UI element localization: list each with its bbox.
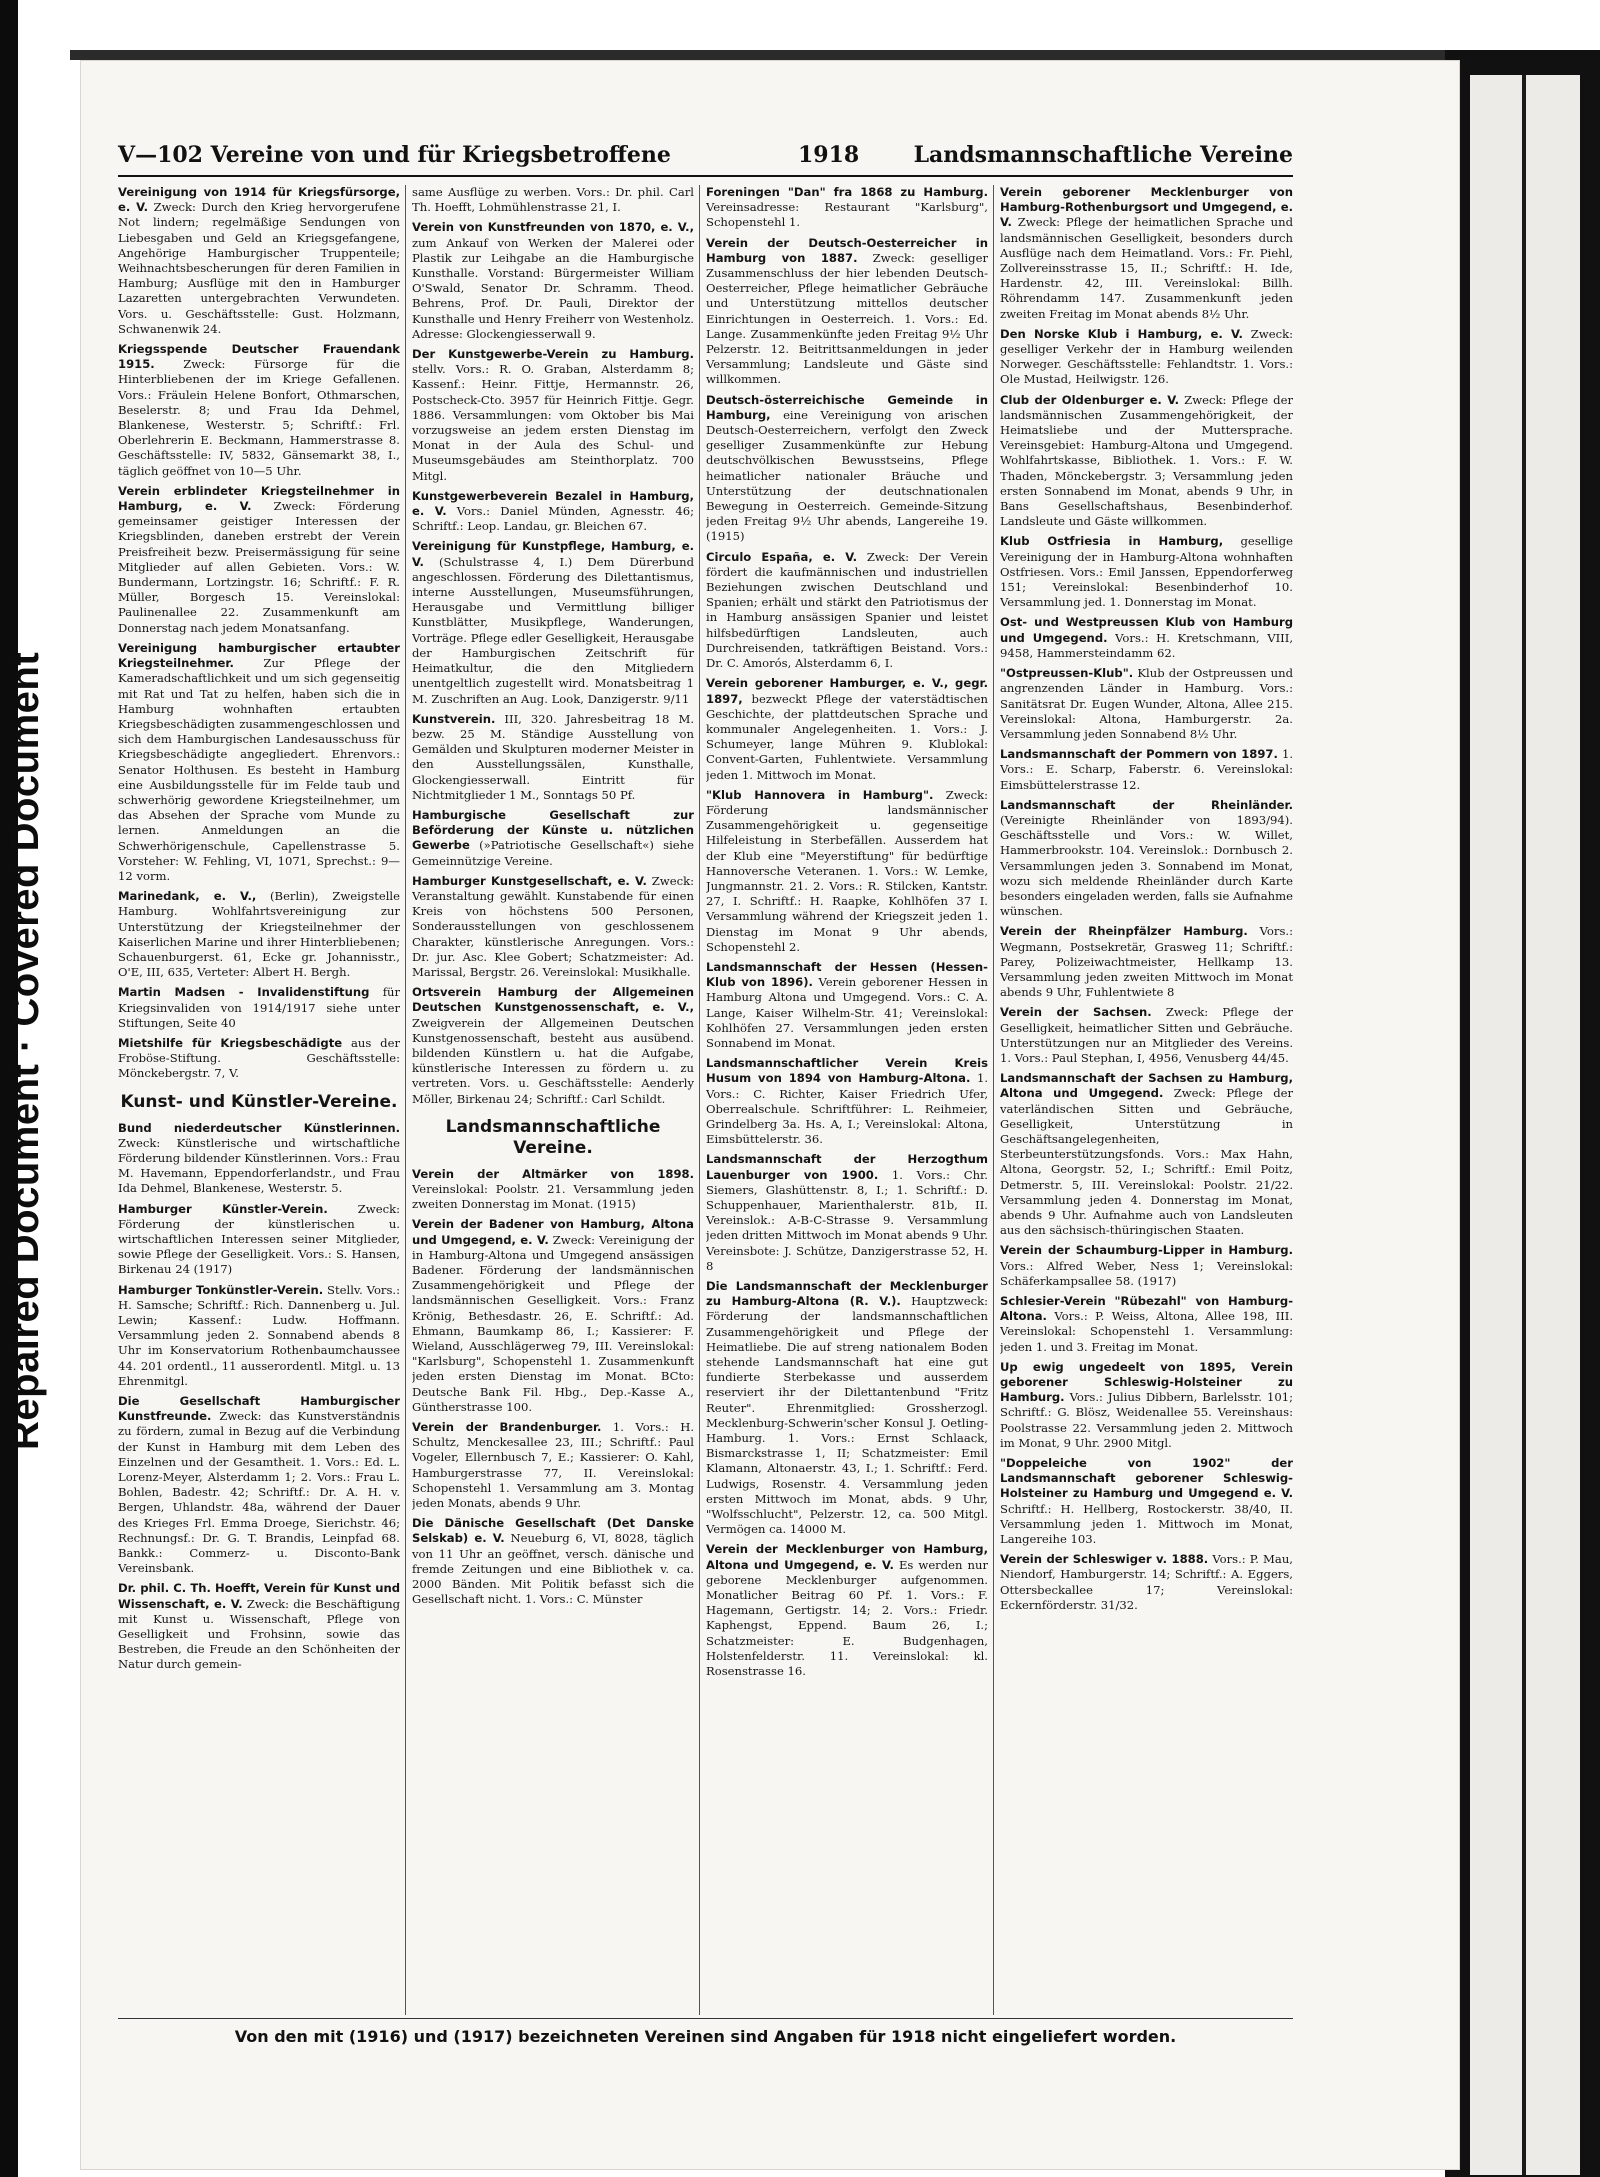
association-name: Die Dänische Gesellschaft (Det Danske Selskab) e. V. [412,1516,694,1546]
association-details: Zweck: Der Verein fördert die kaufmännischen und industriellen Beziehungen zwischen Deutschland und Spanien; erhält und stärkt den Patriotismus der in Hamburg ansässigen Spanier und leistet hilfsbedürftigen Landsleuten, auch Durchreisenden, tatkräftigen Beistand. Vors.: Dr. C. Amorós, Alsterdamm 6, I. [706,549,988,671]
association-details: Zweck: Pflege der Geselligkeit, heimatlicher Sitten und Gebräuche. Unterstützungen nur an Mitglieder des Vereins. 1. Vors.: Paul Stephan, I, 4956, Venusberg 44/45. [1000,1005,1293,1065]
association-details: Vors.: Alfred Weber, Ness 1; Vereinslokal: Schäferkampsallee 58. (1917) [1000,1258,1293,1288]
association-entry [706,960,988,1051]
association-details: gesellige Vereinigung der in Hamburg-Altona wohnhaften Ostfriesen. Vors.: Emil Janssen, Eppendorferweg 151; Vereinslokal: Besenbinderhof 10. Versammlung jed. 1. Donnerstag im Monat. [1000,534,1293,610]
column-3 [706,185,988,2015]
association-details: Vereinsadresse: Restaurant "Karlsburg", Schopenstehl 1. [706,200,988,230]
association-details: Zweck: Förderung der künstlerischen u. wirtschaftlichen Interessen seiner Mitglieder, sowie Pflege der Geselligkeit. Vors.: S. Hansen, Birkenau 24 (1917) [118,1201,400,1277]
association-name: Verein von Kunstfreunden von 1870, e. V., [412,220,694,235]
association-entry [706,393,988,545]
association-details: Zweck: Pflege der vaterländischen Sitten und Gebräuche, Geselligkeit, Unterstützung in Geschäftsangelegenheiten, Sterbeunterstützungsfonds. Vors.: Max Hahn, Altona, Georgstr. 52, I.; Schriftf.: Emil Poitz, Detmerstr. 5, III. Vereinslokal: Poolstr. 21/22. Versammlung jeden 4. Donnerstag im Monat, abends 9 Uhr. Aufnahme auch von Landsleuten aus den sächsisch-thüringischen Staaten. [1000,1086,1293,1238]
association-entry [412,220,694,342]
column-1 [118,185,400,2015]
association-entry [412,712,694,803]
association-details: Klub der Ostpreussen und angrenzenden Länder in Hamburg. Vors.: Sanitätsrat Dr. Eugen Wunder, Altona, Allee 215. Vereinslokal: Altona, Hamburgerstr. 2a. Versammlung jeden Sonnabend 8½ Uhr. [1000,666,1293,741]
association-details: Zweck: Fürsorge für die Hinterbliebenen der im Kriege Gefallenen. Vors.: Fräulein Helene Bonfort, Othmarschen, Beselerstr. 8; und Frau Ida Dehmel, Blankenese, Westerstr. 5; Schriftf.: Frl. Oberlehrerin E. Beckmann, Hammerstrasse 8. Geschäftsstelle: IV, 5832, Gänsemarkt 38, I., täglich geöffnet von 10—5 Uhr. [118,357,400,478]
association-details: (Vereinigte Rheinländer von 1893/94). Geschäftsstelle und Vors.: W. Willet, Hammerbrookstr. 104. Vereinslok.: Dornbusch 2. Versammlungen jeden 3. Sonnabend im Monat, wozu sich meldende Rheinländer durch Karte besonders eingeladen werden, falls sie Aufnahme wünschen. [1000,812,1293,919]
association-entry [706,550,988,672]
association-entry [118,1394,400,1576]
association-name: Landsmannschaft der Hessen (Hessen-Klub von 1896). [706,959,988,990]
association-details: Zweck: geselliger Zusammenschluss der hier lebenden Deutsch-Oesterreicher, Pflege heimatlicher Gebräuche und Unterstützung mittellos deutscher Einrichtungen in Oesterreich. 1. Vors.: Ed. Lange. Zusammenkünfte jeden Freitag 9½ Uhr Pelzerstr. 12. Beitrittsanmeldungen in jeder Versammlung; Landsleute und Gäste sind willkommen. [706,250,988,387]
association-details: (Schulstrasse 4, I.) Dem Dürerbund angeschlossen. Förderung des Dilettantismus, interne Ausstellungen, Museumsführungen, Herausgabe und Vermittlung billiger Kunstblätter, Musikpflege, Wanderungen, Vorträge. Pflege edler Geselligkeit, Herausgabe der Hamburgischen Zeitschrift für Heimatkultur, die den Mitgliedern unentgeltlich zugestellt wird. Monatsbeitrag 1 M. Zuschriften an Aug. Look, Danzigerstr. 9/11 [412,554,694,706]
association-entry [1000,924,1293,1000]
header-rule [118,175,1293,177]
association-entry [118,342,400,479]
association-details: Zweck: Pflege der landsmännischen Zusammengehörigkeit, der Heimatsliebe und der Muttersprache. Vereinsgebiet: Hamburg-Altona und Umgegend. Wohlfahrtskasse, Bibliothek. 1. Vors.: F. W. Thaden, Mönckebergstr. 3; Versammlung jeden ersten Sonnabend im Monat, abends 9 Uhr, in Bans Gesellschaftshaus, Besenbinderhof. Landsleute und Gäste willkommen. [1000,392,1293,529]
association-name: Den Norske Klub i Hamburg, e. V. [1000,326,1243,341]
association-entry [1000,1456,1293,1547]
association-entry [1000,1005,1293,1066]
section-heading-landsmannschaft: Landsmannschaftliche Vereine. [445,1116,661,1158]
association-entry [1000,1360,1293,1451]
association-name: Up ewig ungedeelt von 1895, Verein geborener Schleswig-Holsteiner zu Hamburg. [1000,1359,1293,1405]
association-entry [1000,1294,1293,1355]
footer-rule [118,2018,1293,2019]
association-name: Kriegsspende Deutscher Frauendank 1915. [118,342,400,372]
scan-top-edge [70,50,1600,60]
header-left: V—102 Vereine von und für Kriegsbetroffene [118,142,671,168]
association-details: 1. Vors.: C. Richter, Kaiser Friedrich Ufer, Oberrealschule. Schriftführer: L. Reihmeier, Grindelberg 3a. Hs. A, I.; Vereinslokal: Altona, Eimsbüttelerstr. 36. [706,1071,988,1147]
header-right: Landsmannschaftliche Vereine [913,142,1293,168]
association-entry [118,985,400,1031]
association-details: Zweck: Pflege der heimatlichen Sprache und landsmännischen Geselligkeit, besonders durch Ausflüge nach dem Heimatland. Vors.: Fr. Piehl, Zollvereinsstrasse 15, II.; Schriftf.: H. Ide, Hardenstr. 42, III. Vereinslokal: Billh. Röhrendamm 147. Zusammenkunft jeden zweiten Freitag im Monat abends 8½ Uhr. [1000,215,1293,321]
association-details: Vors.: Julius Dibbern, Barlelsstr. 101; Schriftf.: G. Blösz, Weidenallee 55. Vereinshaus: Poolstrasse 22. Versammlung jeden 2. Mittwoch im Monat, 9 Uhr. 2900 Mitgl. [1000,1390,1293,1450]
association-details: Zweck: Förderung landsmännischer Zusammengehörigkeit u. gegenseitige Hilfeleistung in Sterbefällen. Ausserdem hat der Klub eine "Meyerstiftung" für bedürftige Hannoversche Veteranen. 1. Vors.: W. Lemke, Jungmannstr. 21. 2. Vors.: R. Stilcken, Kantstr. 27, I. Schriftf.: H. Raapke, Kohlhöfen 37 I. Versammlung während der Kriegszeit jeden 1. Dienstag im Monat 9 Uhr abends, Schopenstehl 2. [706,787,988,954]
association-details: Stellv. Vors.: H. Samsche; Schriftf.: Rich. Dannenberg u. Jul. Lewin; Kassenf.: Ludw. Hoffmann. Versammlung jeden 2. Sonnabend abends 8 Uhr im Konservatorium Rothenbaumchaussee 44. 201 ordentl., 11 ausserordentl. Mitgl. u. 13 Ehrenmitgl. [118,1282,400,1388]
association-entry [412,985,694,1107]
association-name: Vereinigung hamburgischer ertaubter Kriegsteilnehmer. [118,640,400,671]
association-entry [706,1279,988,1537]
association-details: Zweck: Künstlerische und wirtschaftliche Förderung bildender Künstlerinnen. Vors.: Frau M. Havemann, Eppendorferlandstr., und Frau Ida Dehmel, Blankenese, Westerstr. 5. [118,1135,400,1196]
association-name: Kunstverein. [412,711,496,726]
association-name: Vereinigung für Kunstpflege, Hamburg, e. V. [412,539,694,569]
association-name: Ortsverein Hamburg der Allgemeinen Deutschen Kunstgenossenschaft, e. V., [412,985,694,1015]
association-details: Neueburg 6, VI, 8028, täglich von 11 Uhr an geöffnet, versch. dänische und fremde Zeitungen und eine Bibliothek v. ca. 2000 Bänden. Mit Politik befasst sich die Gesellschaft nicht. 1. Vors.: C. Münster [412,1531,694,1607]
association-name: Landsmannschaft der Sachsen zu Hamburg, Altona und Umgegend. [1000,1071,1293,1101]
association-details: Zweck: Veranstaltung gewählt. Kunstabende für einen Kreis von höchstens 500 Personen, Sonderausstellungen von geschlossenem Charakter, künstlerische Anregungen. Vors.: Dr. jur. Asc. Klee Gobert; Schatzmeister: Ad. Marissal, Bergstr. 26. Vereinslokal: Musikhalle. [412,873,694,979]
association-entry [118,1283,400,1389]
association-entry [1000,327,1293,388]
association-details: Vors.: P. Mau, Niendorf, Hamburgerstr. 14; Schriftf.: A. Eggers, Ottersbeckallee 17; Vereinslokal: Eckernförderstr. 31/32. [1000,1552,1293,1612]
association-details: Zweck: Vereinigung der in Hamburg-Altona und Umgegend ansässigen Badener. Förderung der landsmännischen Zusammengehörigkeit und Pflege der landsmännischen Geselligkeit. Vors.: Franz Krönig, Bethesdastr. 26, E. Schriftf.: Ad. Ehmann, Baumkamp 86, I.; Kassierer: F. Wieland, Ausschlägerweg 79, III. Vereinslokal: "Karlsburg", Schopenstehl 1. Zusammenkunft jeden ersten Dienstag im Monat. BCto: Deutsche Bank Fil. Hbg., Dep.-Kasse A., Güntherstrasse 100. [412,1232,694,1414]
association-name: "Klub Hannovera in Hamburg". [706,787,934,802]
association-details: Vors.: H. Kretschmann, VIII, 9458, Hammersteindamm 62. [1000,630,1293,660]
association-entry [412,347,694,484]
association-name: Die Gesellschaft Hamburgischer Kunstfreunde. [118,1394,400,1424]
association-entry [1000,1243,1293,1289]
association-name: Verein der Schleswiger v. 1888. [1000,1552,1209,1567]
association-name: Circulo España, e. V. [706,549,858,564]
association-details: Vereinslokal: Poolstr. 21. Versammlung jeden zweiten Donnerstag im Monat. (1915) [412,1181,694,1212]
association-entry [412,1167,694,1213]
association-entry [706,185,988,231]
association-details: Zur Pflege der Kameradschaftlichkeit und um sich gegenseitig mit Rat und Tat zu helfen, haben sich die in Hamburg wohnhaften ertaubten Kriegsbeschädigten zusammengeschlossen und sich dem Hamburgischen Landesausschuss für Kriegsbeschädigte angegliedert. Ehrenvors.: Senator Holthusen. Es besteht in Hamburg eine Ausbildungsstelle für im Felde taub und schwerhörig gewordene Kriegsteilnehmer, um das Absehen der Sprache vom Munde zu lernen. Anmeldungen an die Schwerhörigenschule, Capellenstrasse 5. Vorsteher: W. Fehling, VI, 1071, Sprechst.: 9—12 vorm. [118,656,400,883]
association-entry [118,1036,400,1082]
association-details: bezweckt Pflege der vaterstädtischen Geschichte, der plattdeutschen Sprache und kommunaler Angelegenheiten. 1. Vors.: J. Schumeyer, lange Mühren 9. Klublokal: Convent-Garten, Fuhlentwiete. Versammlung jeden 1. Mittwoch im Monat. [706,691,988,782]
section-heading-kunst: Kunst- und Künstler-Vereine. [120,1091,398,1112]
sidebar-stamp-text: Repaired Document · Covered Document [3,651,47,1450]
association-entry [1000,615,1293,661]
association-entry [1000,798,1293,920]
association-entry [1000,747,1293,793]
association-name: Verein erblindeter Kriegsteilnehmer in Hamburg, e. V. [118,483,400,514]
association-entry [412,1217,694,1415]
association-details: für Kriegsinvaliden von 1914/1917 siehe unter Stiftungen, Seite 40 [118,985,400,1030]
association-details: (Berlin), Zweigstelle Hamburg. Wohlfahrtsvereinigung zur Unterstützung der Kriegsteilnehmer der Kaiserlichen Marine und ihrer Hinterbliebenen; Schauenburgerst. 61, Ecke gr. Johannisstr., O'E, III, 635, Verteter: Albert H. Bergh. [118,889,400,980]
association-entry [118,1202,400,1278]
association-name: Vereinigung von 1914 für Kriegsfürsorge, e. V. [118,185,400,215]
association-name: Der Kunstgewerbe-Verein zu Hamburg. [412,347,694,362]
association-details: 1. Vors.: E. Scharp, Faberstr. 6. Vereinslokal: Eimsbüttelerstrasse 12. [1000,747,1293,792]
association-entry [118,889,400,980]
association-name: Dr. phil. C. Th. Hoefft, Verein für Kunst und Wissenschaft, e. V. [118,1581,400,1611]
column-4 [1000,185,1293,2015]
association-name: Hamburger Künstler-Verein. [118,1201,328,1216]
association-details: III, 320. Jahresbeitrag 18 M. bezw. 25 M. Ständige Ausstellung von Gemälden und Skulpturen moderner Meister in den Ausstellungssälen, Kunsthalle, Glockengiesserwall. Eintritt für Nichtmitglieder 1 M., Sonntags 50 Pf. [412,711,694,802]
association-name: Martin Madsen - Invalidenstiftung [118,985,370,1000]
association-name: Verein der Deutsch-Oesterreicher in Hamburg von 1887. [706,235,988,265]
association-entry [118,1121,400,1197]
association-entry [412,489,694,535]
association-entry [118,484,400,636]
column-divider [993,185,994,2015]
association-name: Verein der Badener von Hamburg, Altona und Umgegend, e. V. [412,1217,694,1247]
association-name: Klub Ostfriesia in Hamburg, [1000,534,1224,549]
association-details: Verein geborener Hessen in Hamburg Altona und Umgegend. Vors.: C. A. Lange, Kaiser Wilhelm-Str. 41; Vereinslokal: Kohlhöfen 27. Versammlungen jeden ersten Sonnabend im Monat. [706,975,988,1050]
association-entry [706,788,988,955]
association-details: aus der Froböse-Stiftung. Geschäftsstelle: Mönckebergstr. 7, V. [118,1035,400,1081]
header-year: 1918 [798,142,860,168]
page-header [118,138,1293,174]
association-details: zum Ankauf von Werken der Malerei oder Plastik zur Leihgabe an die Hamburgische Kunsthalle. Vorstand: Bürgermeister William O'Swald, Senator Dr. Schramm. Theod. Behrens, Prof. Dr. Pauli, Direktor der Kunsthalle und Henry Freiherr von Westenholz. Adresse: Glockengiesserwall 9. [412,235,694,341]
association-name: "Doppeleiche von 1902" der Landsmannschaft geborener Schleswig-Holsteiner zu Hamburg und Umgegend e. V. [1000,1456,1293,1501]
association-entry [412,1420,694,1511]
association-name: Hamburger Kunstgesellschaft, e. V. [412,873,647,888]
association-name: Verein der Altmärker von 1898. [412,1166,694,1181]
association-name: Verein der Brandenburger. [412,1420,602,1435]
association-name: Bund niederdeutscher Künstlerinnen. [118,1120,400,1135]
association-entry [118,185,400,337]
association-name: Die Landsmannschaft der Mecklenburger zu Hamburg-Altona (R. V.). [706,1279,988,1309]
association-details: Vors.: P. Weiss, Altona, Allee 198, III. Vereinslokal: Schopenstehl 1. Versammlung: jeden 1. und 3. Freitag im Monat. [1000,1309,1293,1354]
adjacent-page-fold [1522,75,1526,2175]
association-details: (»Patriotische Gesellschaft«) siehe Gemeinnützige Vereine. [412,838,694,868]
association-name: Schlesier-Verein "Rübezahl" von Hamburg-Altona. [1000,1294,1293,1324]
association-entry [118,1581,400,1672]
column-divider [405,185,406,2015]
association-details: stellv. Vors.: R. O. Graban, Alsterdamm 8; Kassenf.: Heinr. Fittje, Hermannstr. 26, Postscheck-Cto. 3957 für Heinrich Fittje. Gegr. 1886. Versammlungen: vom Oktober bis Mai vorzugsweise an jedem ersten Dienstag im Monat in der Aula des Schul- und Museumsgebäudes am Steinthorplatz. 700 Mitgl. [412,362,694,483]
association-name: "Ostpreussen-Klub". [1000,666,1134,681]
association-name: Mietshilfe für Kriegsbeschädigte [118,1035,343,1050]
association-entry [118,641,400,884]
association-name: Foreningen "Dan" fra 1868 zu Hamburg. [706,185,988,199]
footer-note: Von den mit (1916) und (1917) bezeichneten Vereinen sind Angaben für 1918 nicht eingeliefert worden. [234,2027,1177,2046]
association-details: Schriftf.: H. Hellberg, Rostockerstr. 38/40, II. Versammlung jeden 1. Mittwoch im Monat, Langereihe 103. [1000,1501,1293,1547]
association-details: Es werden nur geborene Mecklenburger aufgenommen. Monatlicher Beitrag 60 Pf. 1. Vors.: F. Hagemann, Gertigstr. 14; 2. Vors.: Friedr. Kaphengst, Eppend. Baum 26, I.; Schatzmeister: E. Budgenhagen, Holstenfelderstr. 11. Vereinslokal: kl. Rosenstrasse 16. [706,1557,988,1679]
association-details: Vors.: Wegmann, Postsekretär, Grasweg 11; Schriftf.: Parey, Polizeiwachtmeister, Hellkamp 13. Versammlung jeden zweiten Mittwoch im Monat abends 9 Uhr, Fuhlentwiete 8 [1000,924,1293,1000]
association-entry [412,539,694,706]
association-entry [1000,534,1293,610]
association-details: 1. Vors.: Chr. Siemers, Glashüttenstr. 8, I.; 1. Schriftf.: D. Schuppenhauer, Marienthalerstr. 81b, II. Vereinslok.: A-B-C-Strasse 9. Versammlung jeden dritten Mittwoch im Monat abends 9 Uhr. Vereinsbote: J. Schütze, Danzigerstrasse 52, H. 8 [706,1167,988,1273]
association-entry [412,185,694,215]
association-details: Hauptzweck: Förderung der landsmannschaftlichen Zusammengehörigkeit und Pflege der Heimatliebe. Die auf streng nationalem Boden stehende Landsmannschaft hat eine gut fundierte Sterbekasse und ausserdem reserviert ihr der Dilettantenbund "Fritz Reuter". Ehrenmitglied: Grossherzogl. Mecklenburg-Schwerin'scher Konsul J. Oetling-Hamburg. 1. Vors.: Ernst Schlaack, Bismarckstrasse 1, II; Schatzmeister: Emil Klamann, Altonaerstr. 43, I.; 1. Schriftf.: Ferd. Ludwigs, Rosenstr. 4. Versammlung jeden ersten Mittwoch im Monat, abds. 9 Uhr, "Wolfsschlucht", Pelzerstr. 12, ca. 500 Mitgl. Vermögen ca. 14000 M. [706,1294,988,1537]
association-entry [1000,666,1293,742]
association-entry [706,1152,988,1274]
association-name: Ost- und Westpreussen Klub von Hamburg und Umgegend. [1000,615,1293,645]
association-entry [1000,393,1293,530]
association-entry [706,236,988,388]
association-details: 1. Vors.: H. Schultz, Menckesallee 23, III.; Schriftf.: Paul Vogeler, Ellernbusch 7, E.; Kassierer: O. Kahl, Hamburgerstrasse 77, II. Vereinslokal: Schopenstehl 1. Versammlung am 3. Montag jeden Monats, abends 9 Uhr. [412,1420,694,1511]
association-name: Landsmannschaft der Herzogthum Lauenburger von 1900. [706,1152,988,1182]
association-name: Landsmannschaft der Rheinländer. [1000,797,1293,812]
association-details: Zweigverein der Allgemeinen Deutschen Kunstgenossenschaft, besteht aus ausübend. bildenden Künstlern u. hat die Aufgabe, künstlerische Interessen zu fördern u. zu vertreten. Vors. u. Geschäftsstelle: Aenderly Möller, Birkenau 24; Schriftf.: Carl Schildt. [412,1015,694,1106]
association-name: Hamburgische Gesellschaft zur Beförderung der Künste u. nützlichen Gewerbe [412,807,694,853]
association-details: Zweck: Förderung gemeinsamer geistiger Interessen der Kriegsblinden, daneben erstrebt der Verein Preisfreiheit bezw. Preisermässigung für seine Mitglieder auf allen Gebieten. Vors.: W. Bundermann, Lortzingstr. 16; Schriftf.: F. R. Müller, Borgesch 15. Vereinslokal: Paulinenallee 22. Zusammenkunft am Donnerstag nach jedem Monatsanfang. [118,499,400,635]
association-entry [706,1542,988,1679]
association-name: Club der Oldenburger e. V. [1000,392,1180,407]
association-name: Landsmannschaft der Pommern von 1897. [1000,747,1278,762]
association-name: Landsmannschaftlicher Verein Kreis Husum von 1894 von Hamburg-Altona. [706,1056,988,1086]
association-name: Verein der Mecklenburger von Hamburg, Altona und Umgegend, e. V. [706,1542,988,1572]
association-details: Zweck: das Kunstverständnis zu fördern, zumal in Bezug auf die Verbindung der Kunst in Hamburg mit dem Leben des Einzelnen und der Gesamtheit. 1. Vors.: Ed. L. Lorenz-Meyer, Alsterdamm 1; 2. Vors.: Frau L. Bohlen, Badestr. 42; Schriftf.: Dr. A. H. v. Bergen, Uhlandstr. 48a, während der Dauer des Krieges Frl. Emma Droege, Sierichstr. 46; Rechnungsf.: Dr. G. T. Brandis, Leinpfad 68. Bankk.: Commerz- u. Disconto-Bank Vereinsbank. [118,1409,400,1576]
association-entry [1000,1552,1293,1613]
association-name: Verein geborener Mecklenburger von Hamburg-Rothenburgsort und Umgegend, e. V. [1000,185,1293,230]
association-name: Verein der Sachsen. [1000,1005,1152,1020]
association-name: Marinedank, e. V., [118,889,257,904]
association-details: Zweck: geselliger Verkehr der in Hamburg weilenden Norweger. Geschäftsstelle: Fehlandtstr. 1. Vors.: Ole Mustad, Heilwigstr. 126. [1000,326,1293,387]
association-details: Zweck: Durch den Krieg hervorgerufene Not lindern; regelmäßige Sendungen von Liebesgaben und Geld an Kriegsgefangene, Angehörige Hamburgischer Truppenteile; Weihnachtsbescherungen für deren Familien in Hamburg; Ausflüge mit den in Hamburger Lazaretten untergebrachten Verwundeten. Vors. u. Geschäftsstelle: Gust. Holzmann, Schwanenwik 24. [118,200,400,336]
association-entry [1000,1071,1293,1238]
association-entry [412,874,694,980]
association-name: Verein geborener Hamburger, e. V., gegr. 1897, [706,676,988,706]
association-details: same Ausflüge zu werben. Vors.: Dr. phil. Carl Th. Hoefft, Lohmühlenstrasse 21, I. [412,185,694,215]
association-name: Kunstgewerbeverein Bezalel in Hamburg, e. V. [412,488,694,519]
association-name: Hamburger Tonkünstler-Verein. [118,1282,324,1297]
association-entry [706,1056,988,1147]
association-entry [1000,185,1293,322]
association-entry [412,808,694,869]
association-name: Verein der Rheinpfälzer Hamburg. [1000,924,1248,939]
association-details: Zweck: die Beschäftigung mit Kunst u. Wissenschaft, Pflege von Geselligkeit und Frohsinn, sowie das Bestreben, die Freude an den Schönheiten der Natur durch gemein- [118,1596,400,1672]
association-name: Verein der Schaumburg-Lipper in Hamburg. [1000,1243,1293,1258]
association-entry [706,676,988,782]
column-2 [412,185,694,2015]
association-name: Deutsch-österreichische Gemeinde in Hamburg, [706,392,988,422]
association-entry [412,1516,694,1607]
association-details: Vors.: Daniel Münden, Agnesstr. 46; Schriftf.: Leop. Landau, gr. Bleichen 67. [412,504,694,534]
column-divider [699,185,700,2015]
association-details: eine Vereinigung von arischen Deutsch-Oesterreichern, verfolgt den Zweck geselliger Zusammenkünfte zur Hebung deutschvölkischen Bewusstseins, Pflege heimatlicher nationaler Bräuche und Unterstützung der deutschnationalen Bewegung in Oesterreich. Gemeinde-Sitzung jeden Freitag 9½ Uhr abends, Langereihe 19. (1915) [706,407,988,544]
